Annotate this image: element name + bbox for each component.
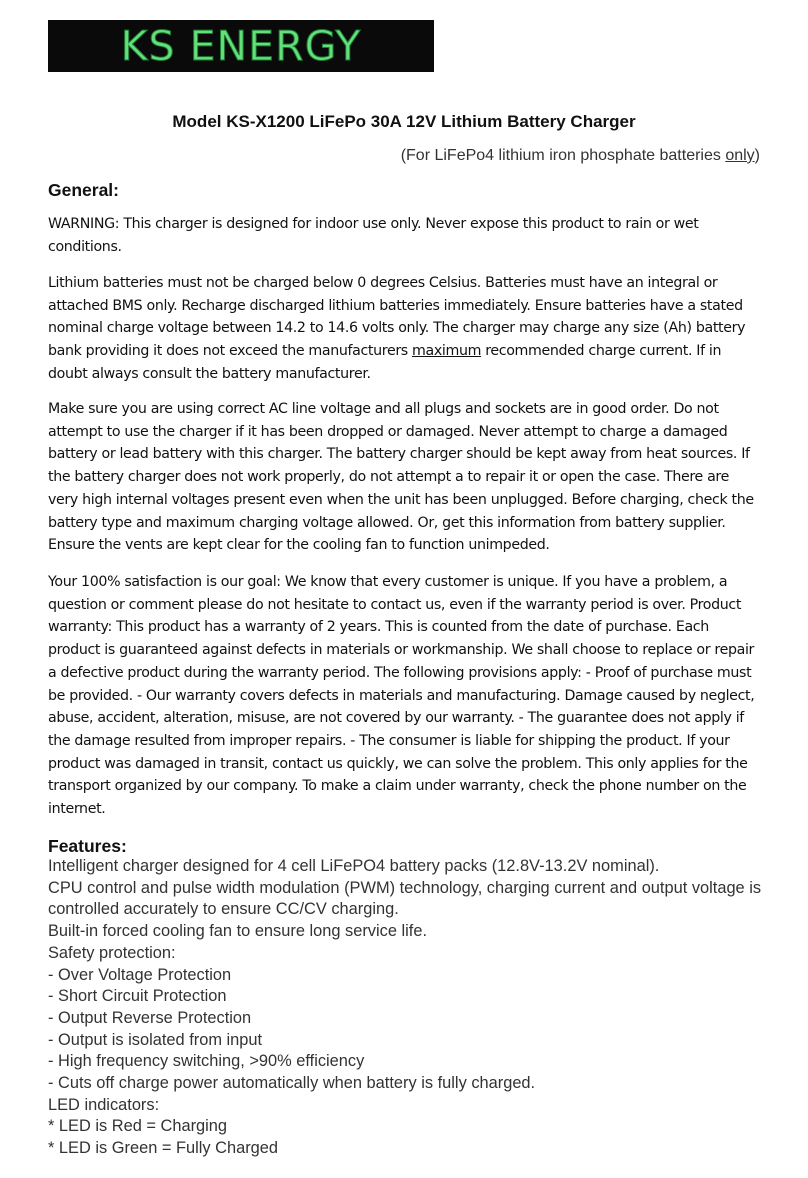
warranty-paragraph: Your 100% satisfaction is our goal: We know that every customer is unique. If you have a problem, a question or comment please do not hesitate to contact us, even if the warranty period is over. Product warranty: This product has a warranty of 2 years. This is counted from the date of purchase. Each product is guaranteed against defects in materials or workmanship. We shall choose to replace or repair a defective product during the warranty period. The following provisions apply: - Proof of purchase must be provided. - Our warranty covers defects in materials and manufacturing. Damage caused by neglect, abuse, accident, alteration, misuse, are not covered by our warranty. - The guarantee does not apply if the damage resulted from improper repairs. - The consumer is liable for shipping the product. If your product was damaged in transit, contact us quickly, we can solve the problem. This only applies for the transport organized by our company. To make a claim under warranty, check the phone number on the internet. bbox=[48, 574, 755, 818]
safety-paragraph: Make sure you are using correct AC line voltage and all plugs and sockets are in good order. Do not attempt to use the charger if it has been dropped or damaged. Never attempt to charge a damaged battery or lead battery with this charger. The battery charger should be kept away from heat sources. If the battery charger does not work properly, do not attempt a to repair it or open the case. There are very high internal voltages present even when the unit has been unplugged. Before charging, check the battery type and maximum charging voltage allowed. Or, get this information from battery supplier. Ensure the vents are kept clear for the cooling fan to function unimpeded. bbox=[48, 401, 754, 554]
feature-item: - Short Circuit Protection bbox=[48, 987, 227, 1006]
warning-paragraph: WARNING: This charger is designed for indoor use only. Never expose this product to rain or wet conditions. bbox=[48, 216, 699, 255]
feature-item: - Over Voltage Protection bbox=[48, 965, 232, 984]
feature-item: Built-in forced cooling fan to ensure long service life. bbox=[48, 922, 428, 941]
page-title: Model KS-X1200 LiFePo 30A 12V Lithium Battery Charger bbox=[172, 112, 636, 131]
feature-item: CPU control and pulse width modulation (PWM) technology, charging current and output voltage is controlled accurately to ensure CC/CV charging. bbox=[48, 878, 762, 919]
subtitle-close: ) bbox=[754, 147, 760, 164]
subtitle-text: (For LiFePo4 lithium iron phosphate batteries bbox=[400, 147, 726, 164]
feature-item: - Output is isolated from input bbox=[48, 1030, 263, 1049]
general-heading: General: bbox=[48, 180, 119, 200]
ks-energy-logo bbox=[48, 20, 434, 72]
feature-item: Safety protection: bbox=[48, 943, 176, 962]
feature-item: LED indicators: bbox=[48, 1095, 160, 1114]
logo-text: KS ENERGY bbox=[120, 21, 362, 70]
features-heading: Features: bbox=[48, 836, 127, 856]
feature-item: * LED is Red = Charging bbox=[48, 1117, 228, 1136]
lithium-text-end: recommended charge current. If in doubt always consult the battery manufacturer. bbox=[48, 343, 722, 382]
feature-item: * LED is Green = Fully Charged bbox=[48, 1139, 279, 1158]
feature-item: - Cuts off charge power automatically when battery is fully charged. bbox=[48, 1074, 536, 1093]
subtitle-underlined: only bbox=[725, 147, 755, 164]
feature-item: Intelligent charger designed for 4 cell LiFePO4 battery packs (12.8V-13.2V nominal). bbox=[48, 857, 660, 875]
feature-item: - High frequency switching, >90% efficiency bbox=[48, 1052, 365, 1071]
feature-item: - Output Reverse Protection bbox=[48, 1008, 252, 1027]
lithium-paragraph bbox=[48, 272, 762, 386]
page-subtitle bbox=[401, 145, 760, 167]
features-list bbox=[48, 856, 768, 1160]
lithium-underlined: maximum bbox=[412, 343, 482, 360]
lithium-text: Lithium batteries must not be charged below 0 degrees Celsius. Batteries must have an integral or attached BMS only. Recharge discharged lithium batteries immediately. Ensure batteries have a stated nominal charge voltage between 14.2 to 14.6 volts only. The charger may charge any size (Ah) battery bank providing it does not exceed the manufacturers bbox=[48, 275, 746, 360]
